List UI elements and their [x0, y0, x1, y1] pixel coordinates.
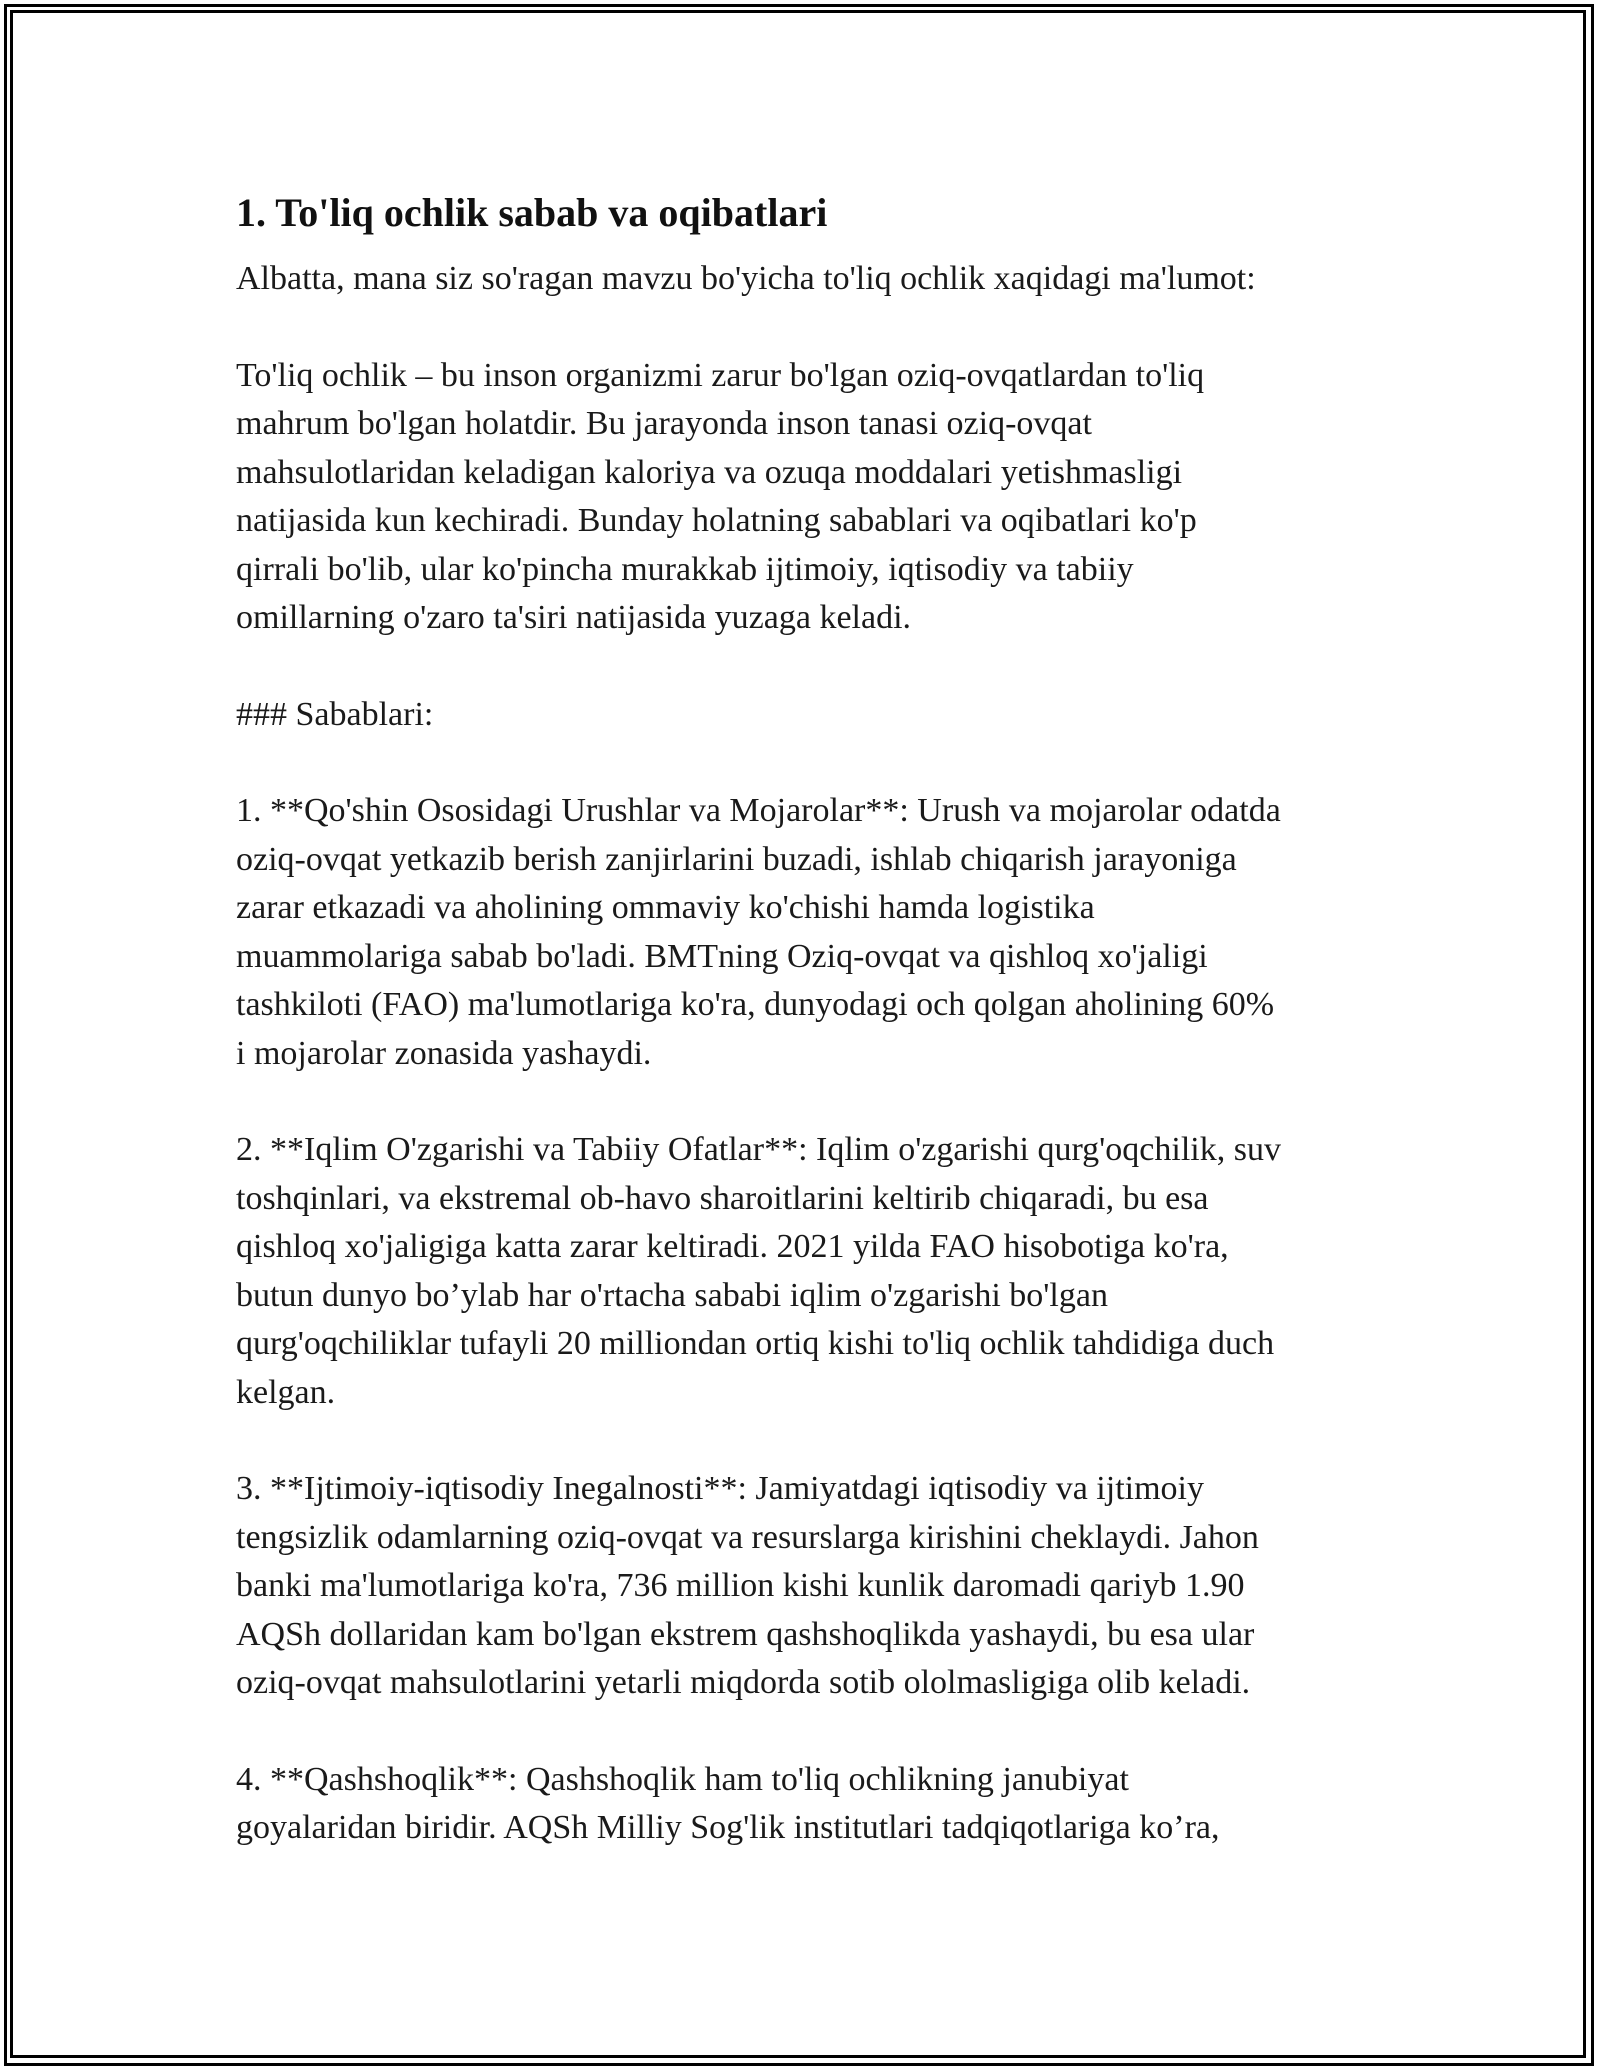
text-line: butun dunyo bo’ylab har o'rtacha sababi iqlim o'zgarishi bo'lgan: [236, 1276, 1108, 1314]
text-line: muammolariga sabab bo'ladi. BMTning Oziq-ovqat va qishloq xo'jaligi: [236, 937, 1208, 975]
text-line: oziq-ovqat mahsulotlarini yetarli miqdorda sotib ololmasligiga olib keladi.: [236, 1664, 1251, 1701]
text-line: qishloq xo'jaligiga katta zarar keltiradi. 2021 yilda FAO hisobotiga ko'ra,: [236, 1228, 1229, 1265]
intro-paragraph: Albatta, mana siz so'ragan mavzu bo'yicha to'liq ochlik xaqidagi ma'lumot:: [236, 260, 1256, 297]
text-line: tashkiloti (FAO) ma'lumotlariga ko'ra, dunyodagi och qolgan aholining 60%: [236, 986, 1275, 1023]
text-line: tengsizlik odamlarning oziq-ovqat va resurslarga kirishini cheklaydi. Jahon: [236, 1518, 1259, 1556]
text-line: 1. **Qo'shin Ososidagi Urushlar va Mojarolar**: Urush va mojarolar odatda: [236, 792, 1281, 829]
section-heading: ### Sabablari:: [236, 695, 434, 733]
text-line: goyalaridan biridir. AQSh Milliy Sog'lik institutlari tadqiqotlariga ko’ra,: [236, 1809, 1220, 1846]
text-line: zarar etkazadi va aholining ommaviy ko'chishi hamda logistika: [236, 889, 1095, 926]
text-line: oziq-ovqat yetkazib berish zanjirlarini buzadi, ishlab chiqarish jarayoniga: [236, 840, 1237, 878]
text-line: banki ma'lumotlariga ko'ra, 736 million kishi kunlik daromadi qariyb 1.90: [236, 1567, 1245, 1604]
text-line: omillarning o'zaro ta'siri natijasida yuzaga keladi.: [236, 599, 912, 636]
text-line: qirrali bo'lib, ular ko'pincha murakkab ijtimoiy, iqtisodiy va tabiiy: [236, 550, 1134, 588]
text-line: kelgan.: [236, 1373, 336, 1411]
text-line: qurg'oqchiliklar tufayli 20 milliondan ortiq kishi to'liq ochlik tahdidiga duch: [236, 1325, 1275, 1362]
text-line: To'liq ochlik – bu inson organizmi zarur bo'lgan oziq-ovqatlardan to'liq: [236, 356, 1205, 394]
list-item-4: [236, 1756, 1386, 1853]
list-item-3: [236, 1465, 1386, 1708]
document-body: [236, 185, 1386, 1901]
text-line: 2. **Iqlim O'zgarishi va Tabiiy Ofatlar**: Iqlim o'zgarishi qurg'oqchilik, suv: [236, 1131, 1281, 1168]
text-line: toshqinlari, va ekstremal ob-havo sharoitlarini keltirib chiqaradi, bu esa: [236, 1179, 1209, 1217]
document-title: 1. To'liq ochlik sabab va oqibatlari: [236, 190, 828, 235]
text-line: 3. **Ijtimoiy-iqtisodiy Inegalnosti**: Jamiyatdagi iqtisodiy va ijtimoiy: [236, 1470, 1204, 1507]
definition-paragraph: [236, 352, 1386, 643]
text-line: mahrum bo'lgan holatdir. Bu jarayonda inson tanasi oziq-ovqat: [236, 405, 1092, 442]
text-line: mahsulotlaridan keladigan kaloriya va ozuqa moddalari yetishmasligi: [236, 453, 1183, 491]
list-item-1: [236, 787, 1386, 1078]
list-item-2: [236, 1126, 1386, 1417]
text-line: 4. **Qashshoqlik**: Qashshoqlik ham to'liq ochlikning janubiyat: [236, 1760, 1129, 1798]
text-line: natijasida kun kechiradi. Bunday holatning sabablari va oqibatlari ko'p: [236, 502, 1197, 539]
text-line: i mojarolar zonasida yashaydi.: [236, 1034, 652, 1072]
text-line: AQSh dollaridan kam bo'lgan ekstrem qashshoqlikda yashaydi, bu esa ular: [236, 1615, 1255, 1653]
